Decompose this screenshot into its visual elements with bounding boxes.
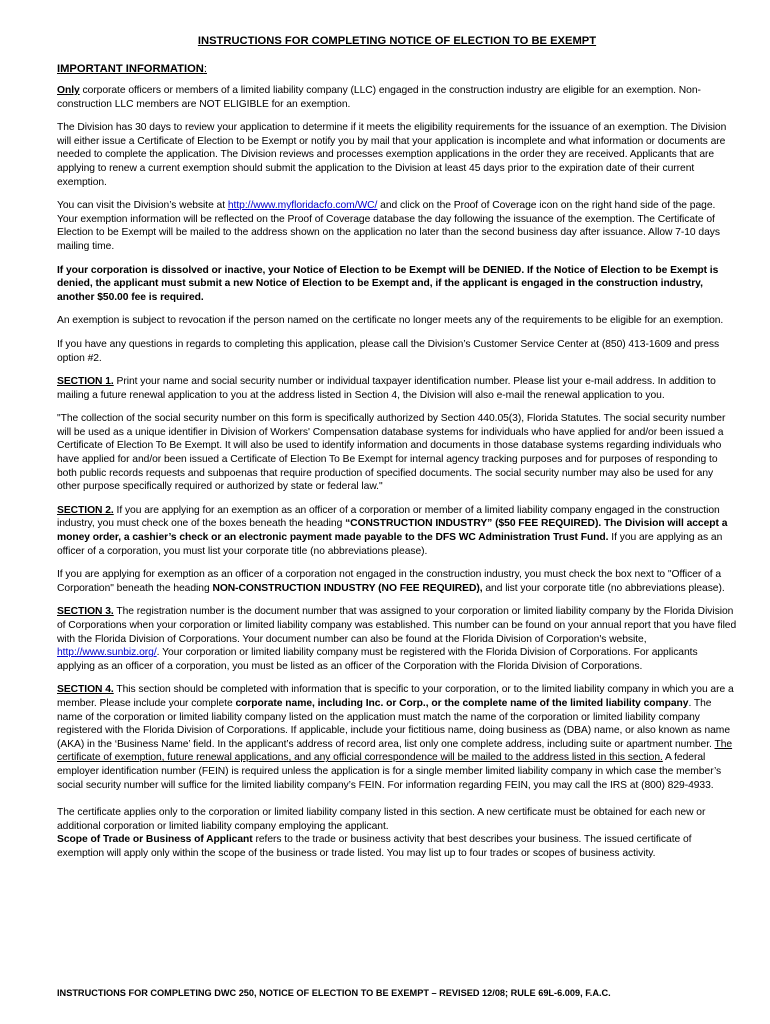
important-colon: : xyxy=(203,63,207,75)
section-4-label: SECTION 4. xyxy=(57,684,114,696)
website-paragraph xyxy=(57,199,737,253)
only-emphasis: Only xyxy=(57,85,80,96)
eligibility-text: corporate officers or members of a limited liability company (LLC) engaged in the construction industry are eligible for an exemption. Non-construction LLC members are NOT ELIGIBLE for an exemption. xyxy=(57,85,701,110)
section-4-text-2: . The name of the corporation or limited liability company listed on the application must match the name of the corporation or limited liability company registered with the Florida Division of Corporations. If applicable, include your fictitious name, doing business as (DBA) name, or also known as name (AKA) in the ‘Business Name’ field. In the applicant’s address of record area, list only one complete address, including suite or apartment number. xyxy=(57,697,731,750)
important-information-heading xyxy=(57,63,737,75)
section-4-text-1: This section should be completed with information that is specific to your corporation, or to the limited liability company in which you are a member. Please include your complete xyxy=(57,684,734,709)
section-3-paragraph xyxy=(57,605,737,673)
scope-text: refers to the trade or business activity that best describes your business. The issued certificate of exemption will apply only within the scope of the business or trade listed. You may list up to four trades or scopes of business activity. xyxy=(57,834,692,859)
document-page xyxy=(57,35,737,871)
section-2-bold: “CONSTRUCTION INDUSTRY” ($50 FEE REQUIRED). The Division will accept a money order, a cashier’s check or an electronic payment made payable to the DFS WC Administration Trust Fund. xyxy=(57,518,728,544)
certificate-applies-paragraph: The certificate applies only to the corporation or limited liability company listed in this section. A new certificate must be obtained for each new or additional corporation or limited liability company employing the applicant. xyxy=(57,807,706,832)
non-construction-bold: NON-CONSTRUCTION INDUSTRY (NO FEE REQUIRED), xyxy=(212,582,483,594)
section-4-underline: The certificate of exemption, future renewal applications, and any official correspondence will be mailed to the address listed in this section. xyxy=(57,738,733,764)
questions-paragraph: If you have any questions in regards to completing this application, please call the Division’s Customer Service Center at (850) 413-1609 and press option #2. xyxy=(57,338,720,364)
section-4-bold: corporate name, including Inc. or Corp., or the complete name of the limited liability company xyxy=(235,697,689,709)
division-website-link[interactable]: http://www.myfloridacfo.com/WC/ xyxy=(227,200,378,212)
sunbiz-link[interactable]: http://www.sunbiz.org/ xyxy=(57,647,157,659)
section-4-text-3: A federal employer identification number (FEIN) is required unless the application is for a single member limited liability company in which case the member’s social security number will suffice for the limited liability company’s FEIN. For information regarding FEIN, you may call the IRS at (800) 829-4933. xyxy=(57,752,722,791)
revocation-paragraph: An exemption is subject to revocation if the person named on the certificate no longer meets any of the requirements to be eligible for an exemption. xyxy=(57,315,724,327)
non-construction-text-2: and list your corporate title (no abbreviations please). xyxy=(482,582,725,594)
section-1-text: Print your name and social security number or individual taxpayer identification number. Please list your e-mail address. In addition to mailing a future renewal application to you at the address listed in Section 4, the Division will also e-mail the renewal application to you. xyxy=(57,376,716,401)
page-footer: INSTRUCTIONS FOR COMPLETING DWC 250, NOTICE OF ELECTION TO BE EXEMPT – REVISED 12/08; RULE 69L-6.009, F.A.C. xyxy=(57,988,611,998)
section-3-label: SECTION 3. xyxy=(57,606,114,618)
section-4-paragraph xyxy=(57,683,737,792)
review-period-paragraph: The Division has 30 days to review your application to determine if it meets the eligibility requirements for the issuance of an exemption. The Division will either issue a Certificate of Election to be Exempt or notify you by mail that your application is incomplete and what information or documents are needed to complete the application. The Division reviews and processes exemption applications in the order they are received. Applicants that are applying to renew a current exemption should submit the application to the Division at least 45 days prior to the expiration date of their current exemption. xyxy=(57,122,727,188)
section-3-text-1: The registration number is the document number that was assigned to your corporation or limited liability company by the Florida Division of Corporations when your corporation or limited liability company was established. This number can be found on your annual report that you have filed with the Florida Division of Corporations. Your document number can also be found at the Florida Division of Corporation's website, xyxy=(57,606,737,645)
non-construction-paragraph xyxy=(57,568,737,595)
scope-bold: Scope of Trade or Business of Applicant xyxy=(57,834,253,846)
ssn-collection-paragraph: "The collection of the social security number on this form is specifically authorized by Section 440.05(3), Florida Statutes. The social security number will be used as a unique identifier in Division of Workers' Compensation database systems for individuals who have applied for and/or been issued a Certificate of Election To Be Exempt. It will also be used to identify information and documents in those database systems regarding individuals who have applied for and/or been issued a Certificate of Election To Be Exempt for internal agency tracking purposes and for purposes of responding to both public records requests and subpoenas that require production of specified documents. The social security number may also be used for any other purpose specifically required or authorized by state or federal law." xyxy=(57,413,726,493)
eligibility-paragraph xyxy=(57,84,737,111)
section-3-text-2: . Your corporation or limited liability company must be registered with the Florida Division of Corporations. For applicants applying as an officer of a corporation, you must be listed as an officer of the Corporation with the Florida Division of Corporations. xyxy=(57,647,698,672)
section-2-label: SECTION 2. xyxy=(57,504,114,516)
scope-paragraph xyxy=(57,833,737,860)
section-2-paragraph xyxy=(57,504,737,558)
website-text-before: You can visit the Division’s website at xyxy=(57,200,228,212)
non-construction-text-1: If you are applying for exemption as an officer of a corporation not engaged in the construction industry, you must check the box next to "Officer of a Corporation" beneath the heading xyxy=(57,569,722,594)
section-1-paragraph xyxy=(57,375,737,402)
section-1-label: SECTION 1. xyxy=(57,376,114,388)
section-2-text-1: If you are applying for an exemption as an officer of a corporation or member of a limited liability company engaged in the construction industry, you must check one of the boxes beneath the heading xyxy=(57,504,720,530)
important-label: IMPORTANT INFORMATION xyxy=(57,63,204,75)
dissolved-warning-paragraph: If your corporation is dissolved or inactive, your Notice of Election to be Exempt will be DENIED. If the Notice of Election to be Exempt is denied, the applicant must submit a new Notice of Election to be Exempt and, if the applicant is engaged in the construction industry, another $50.00 fee is required. xyxy=(57,264,719,303)
website-text-after: and click on the Proof of Coverage icon on the right hand side of the page. Your exemption information will be reflected on the Proof of Coverage database the day following the issuance of the exemption. The Certificate of Election to be Exempt will be mailed to the address shown on the application no later than the second business day after issuance. Allow 7-10 days mailing time. xyxy=(57,200,720,252)
page-title: INSTRUCTIONS FOR COMPLETING NOTICE OF ELECTION TO BE EXEMPT xyxy=(197,35,597,47)
section-2-text-2: If you are applying as an officer of a corporation, you must list your corporate title (no abbreviations please). xyxy=(57,532,723,557)
